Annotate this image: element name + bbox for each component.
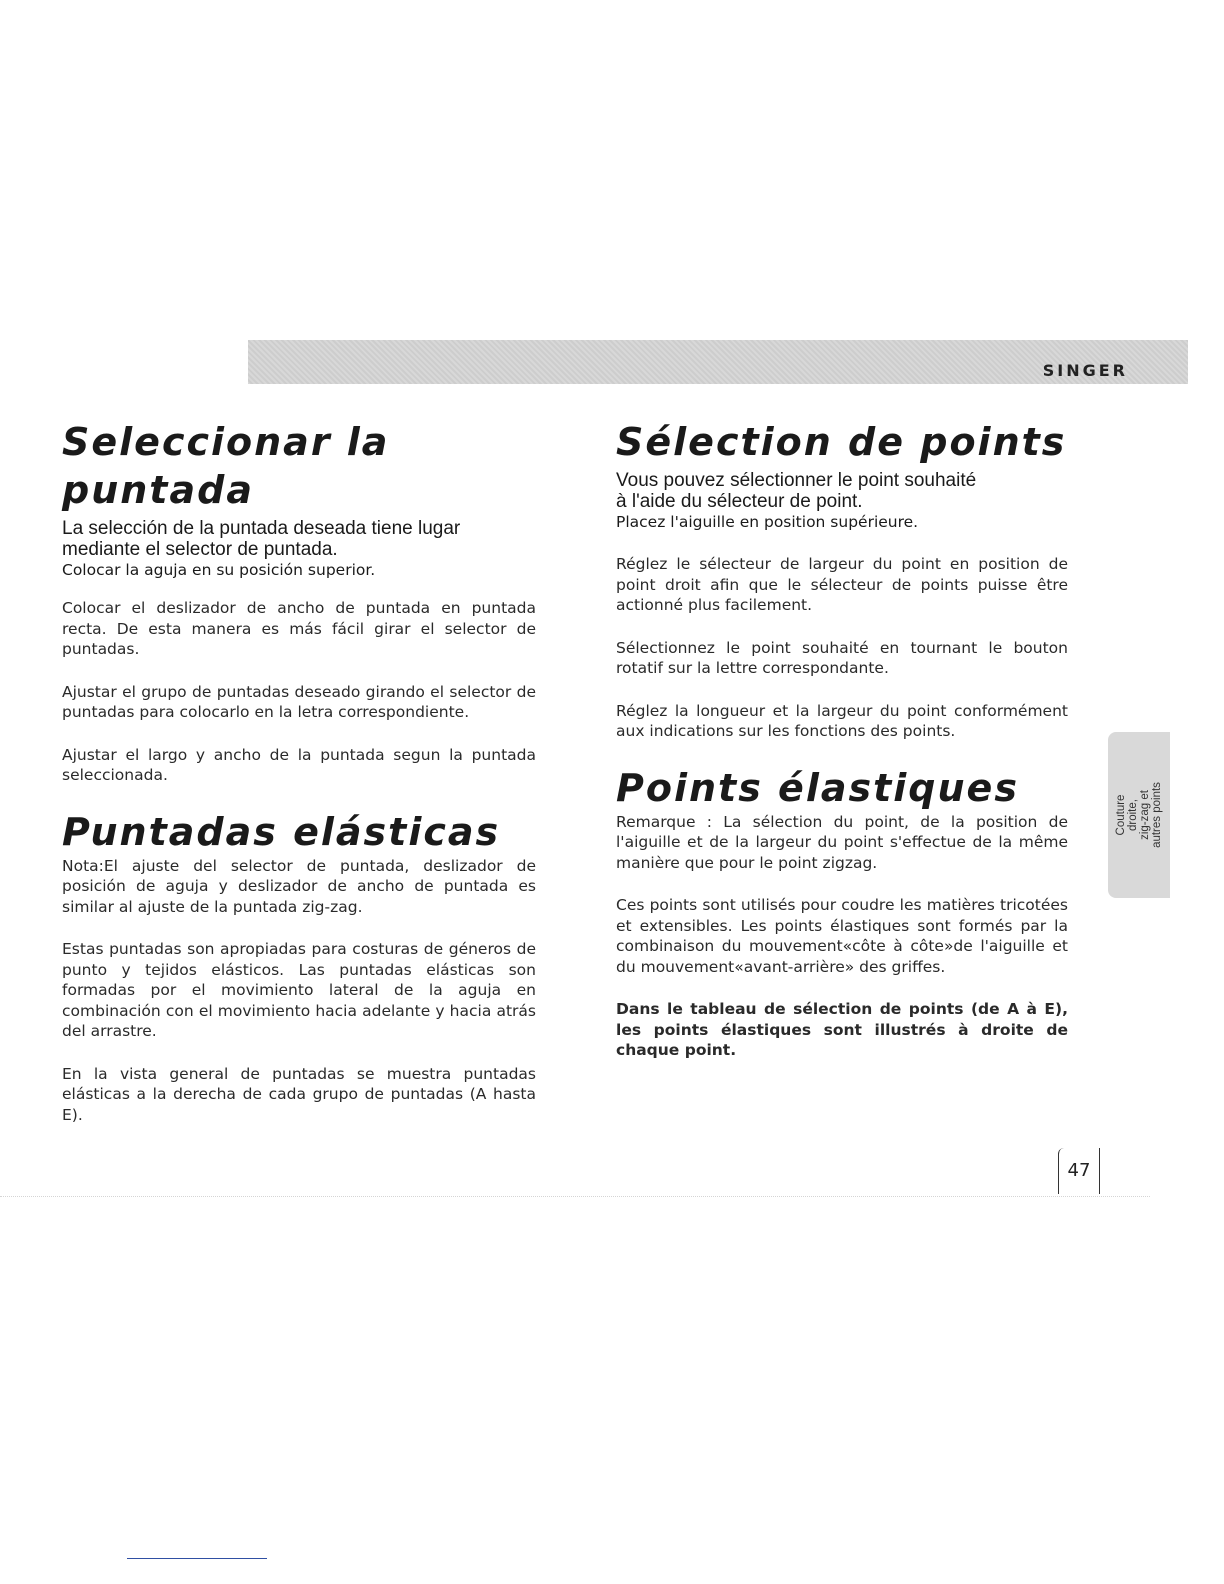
paragraph: Réglez la longueur et la largeur du point conformément aux indications sur les fonctions des points. [616,701,1068,740]
intro-subline: Placez l'aiguille en position supérieure. [616,513,919,531]
paragraph: Estas puntadas son apropiadas para costuras de géneros de punto y tejidos elásticos. Las puntadas elásticas son formadas por el movimiento lateral de la aguja en combinación con el movimiento hacia adelante y hacia atrás del arrastre. [62,940,536,1040]
section-title-seleccionar: Seleccionar la puntada [62,420,390,512]
chapter-tab-label [1115,782,1163,848]
paragraph: Sélectionnez le point souhaité en tournant le bouton rotatif sur la lettre correspondante. [616,638,1068,677]
tab-line: Couture [1115,794,1127,836]
paragraph: Colocar el deslizador de ancho de puntada en puntada recta. De esta manera es más fácil girar el selector de puntadas. [62,599,536,658]
tab-line: autres points [1151,782,1163,848]
intro-line: à l'aide du sélecteur de point. [616,491,863,512]
section-title-points-elastiques: Points élastiques [616,765,1019,810]
intro-line: Vous pouvez sélectionner le point souhaité [616,470,977,491]
spanish-column [62,418,536,1125]
intro-lead [616,470,1068,512]
tab-line: droite, [1127,799,1139,831]
french-column [616,418,1068,1061]
intro-lead [62,518,536,560]
page-number: 47 [1058,1148,1100,1194]
footer-divider [0,1196,1150,1197]
chapter-side-tab [1108,732,1170,898]
brand-logo: SINGER [1042,361,1128,380]
intro-line: La selección de la puntada deseada tiene lugar [62,518,461,539]
section-title-selection: Sélection de points [616,420,1067,464]
paragraph: Réglez le sélecteur de largeur du point en position de point droit afin que le sélecteur de points puisse être actionné plus facilement. [616,555,1068,614]
header-band [248,340,1188,384]
paragraph: Nota:El ajuste del selector de puntada, deslizador de posición de aguja y deslizador de ancho de puntada es similar al ajuste de la puntada zig-zag. [62,856,536,916]
paragraph: Ces points sont utilisés pour coudre les matières tricotées et extensibles. Les points élastiques sont formés par la combinaison du mouvement«côte à côte»de l'aiguille et du mouvement«avant-arrière» des griffes. [616,896,1068,976]
paragraph: Remarque : La sélection du point, de la position de l'aiguille et de la largeur du point s'effectue de la même manière que pour le point zigzag. [616,812,1068,872]
section-title-puntadas-elasticas: Puntadas elásticas [62,809,501,854]
paragraph: Ajustar el grupo de puntadas deseado girando el selector de puntadas para colocarlo en la letra correspondiente. [62,682,536,721]
intro-line: mediante el selector de puntada. [62,539,338,560]
tab-line: zig-zag et [1139,790,1151,840]
paragraph: Ajustar el largo y ancho de la puntada segun la puntada seleccionada. [62,745,536,784]
bold-note: Dans le tableau de sélection de points (de A à E), les points élastiques sont illustrés à droite de chaque point. [616,1000,1068,1059]
intro-subline: Colocar la aguja en su posición superior. [62,561,376,579]
blue-rule [127,1558,267,1559]
paragraph: En la vista general de puntadas se muestra puntadas elásticas a la derecha de cada grupo de puntadas (A hasta E). [62,1064,536,1124]
